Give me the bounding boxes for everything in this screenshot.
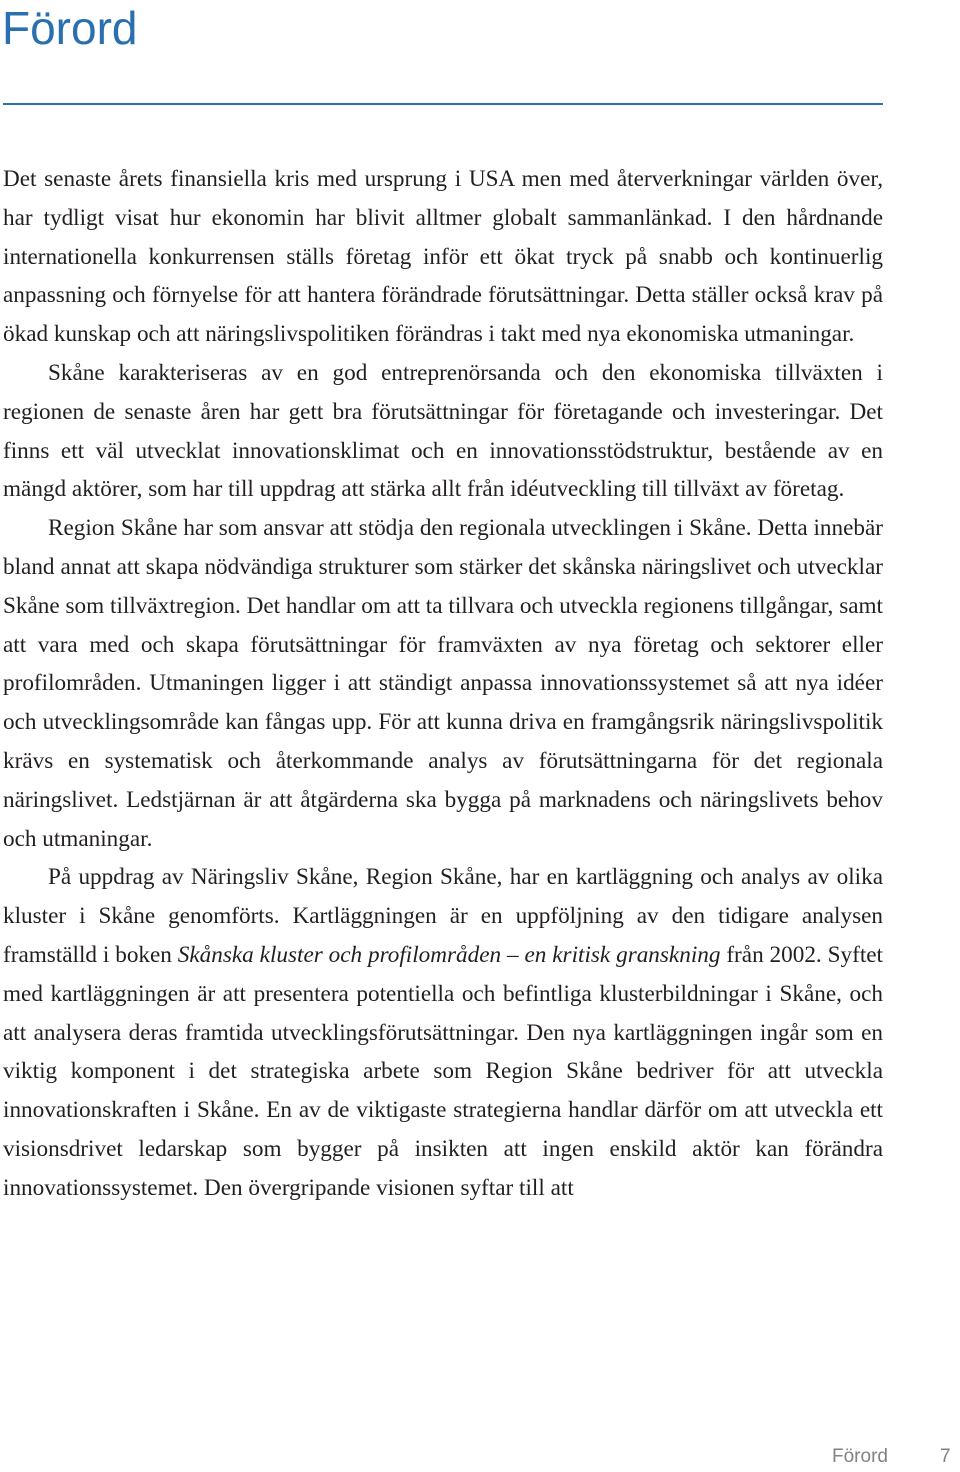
book-title: Skånska kluster och profilområden – en kritisk granskning [177, 941, 721, 968]
paragraph-4-text-start: På uppdrag av Näringsliv Skåne, Region Skåne, har en kartläggning och analys av olika kluster i Skåne genomförts. Kartläggningen är en uppföljning av den tidigare analysen framställd i boken [3, 864, 883, 968]
page-number: 7 [940, 1446, 951, 1467]
page-title: Förord [2, 2, 138, 54]
paragraph-1: Det senaste årets finansiella kris med ursprung i USA men med återverkningar världen över, har tydligt visat hur ekonomin har blivit alltmer globalt sammanlänkad. I den hårdnande internationella konkurrensen ställs företag inför ett ökat tryck på snabb och kontinuerlig anpassning och förnyelse för att hantera förändrade förutsättningar. Detta ställer också krav på ökad kunskap och att näringslivspolitiken förändras i takt med nya ekonomiska utmaningar. [3, 166, 883, 348]
paragraph-4 [3, 858, 883, 1207]
body-text [3, 160, 883, 1208]
paragraph-3: Region Skåne har som ansvar att stödja den regionala utvecklingen i Skåne. Detta innebär bland annat att skapa nödvändiga strukturer som stärker det skånska näringslivet och utvecklar Skåne som tillväxtregion. Det handlar om att ta tillvara och utveckla regionens tillgångar, samt att vara med och skapa förutsättningar för framväxten av nya företag och sektorer eller profilområden. Utmaningen ligger i att ständigt anpassa innovationssystemet så att nya idéer och utvecklingsområde kan fångas upp. För att kunna driva en framgångsrik näringslivspolitik krävs en systematisk och återkommande analys av förutsättningarna för det regionala näringslivet. Ledstjärnan är att åtgärderna ska bygga på marknadens och näringslivets behov och utmaningar. [3, 515, 883, 852]
title-divider [3, 103, 883, 105]
paragraph-4-text-end: från 2002. Syftet med kartläggningen är att presentera potentiella och befintliga klusterbildningar i Skåne, och att analysera deras framtida utvecklingsförutsättningar. Den nya kartläggningen ingår som en viktig komponent i det strategiska arbete som Region Skåne bedriver för att utveckla innovationskraften i Skåne. En av de viktigaste strategierna handlar därför om att utveckla ett visionsdrivet ledarskap som bygger på insikten att ingen enskild aktör kan förändra innovationssystemet. Den övergripande visionen syftar till att [3, 941, 883, 1201]
paragraph-2: Skåne karakteriseras av en god entreprenörsanda och den ekonomiska tillväxten i regionen de senaste åren har gett bra förutsättningar för företagande och investeringar. Det finns ett väl utvecklat innovationsklimat och en innovationsstödstruktur, bestående av en mängd aktörer, som har till uppdrag att stärka allt från idéutveckling till tillväxt av företag. [3, 359, 883, 503]
footer-section-label: Förord [832, 1446, 888, 1467]
